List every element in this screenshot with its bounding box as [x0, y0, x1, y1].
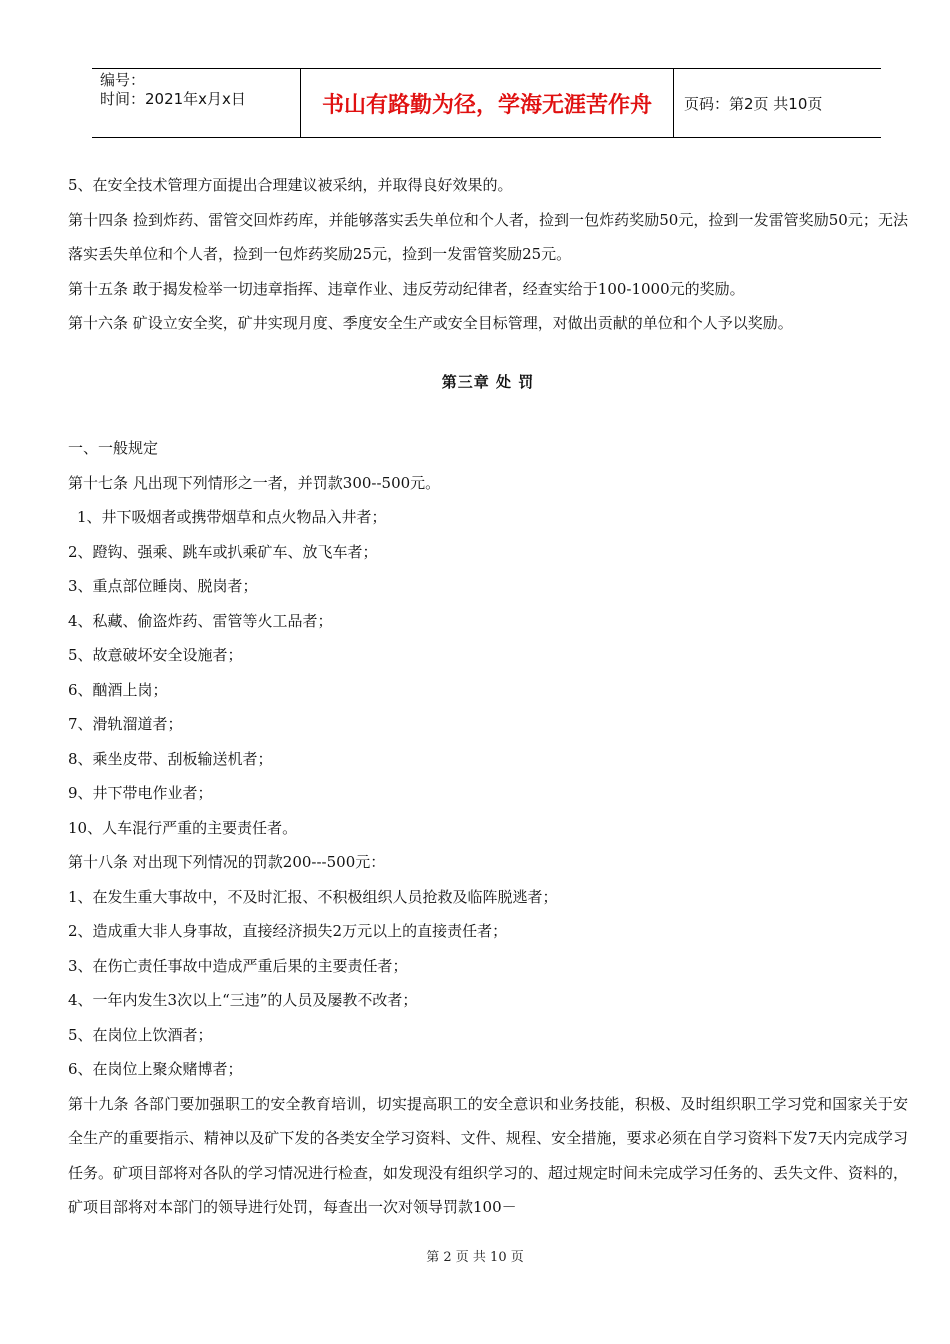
header-time-label: 时间：2021年x月x日	[100, 90, 246, 108]
header-motto: 书山有路勤为径，学海无涯苦作舟	[301, 69, 674, 137]
list-item: 9、井下带电作业者；	[68, 784, 213, 802]
list-item: 3、在伤亡责任事故中造成严重后果的主要责任者；	[68, 956, 408, 975]
list-item: 6、酗酒上岗；	[68, 680, 168, 699]
list-item: 10、人车混行严重的主要责任者。	[68, 818, 298, 837]
list-item: 4、一年内发生3次以上“三违”的人员及屡教不改者；	[68, 991, 418, 1009]
header-meta-cell	[92, 69, 301, 137]
list-item: 6、在岗位上聚众赌博者；	[68, 1060, 243, 1078]
article-line: 第十八条 对出现下列情况的罚款200---500元：	[68, 853, 386, 871]
paragraph: 第十六条 矿设立安全奖，矿井实现月度、季度安全生产或安全目标管理，对做出贡献的单位和个人予以奖励。	[68, 314, 793, 332]
paragraph: 5、在安全技术管理方面提出合理建议被采纳，并取得良好效果的。	[68, 176, 513, 194]
page-header	[92, 68, 881, 138]
list-item: 2、蹬钩、强乘、跳车或扒乘矿车、放飞车者；	[68, 542, 378, 561]
paragraph: 第十九条 各部门要加强职工的安全教育培训，切实提高职工的安全意识和业务技能，积极、及时组织职工学习党和国家关于安全生产的重要指示、精神以及矿下发的各类安全学习资料、文件、规程、安全措施，要求必须在自学习资料下发7天内完成学习任务。矿项目部将对各队的学习情况进行检查，如发现没有组织学习的、超过规定时间未完成学习任务的、丢失文件、资料的，矿项目部将对本部门的领导进行处罚，每查出一次对领导罚款100－	[68, 1094, 909, 1216]
document-body	[68, 168, 908, 1225]
list-item: 8、乘坐皮带、刮板输送机者；	[68, 749, 273, 768]
page-footer: 第 2 页 共 10 页	[426, 1250, 524, 1265]
article-line: 第十七条 凡出现下列情形之一者，并罚款300--500元。	[68, 473, 441, 492]
list-item: 5、在岗位上饮酒者；	[68, 1025, 213, 1044]
list-item: 2、造成重大非人身事故，直接经济损失2万元以上的直接责任者；	[68, 922, 508, 940]
list-item: 5、故意破坏安全设施者；	[68, 646, 243, 664]
list-item: 1、井下吸烟者或携带烟草和点火物品入井者；	[77, 508, 387, 526]
header-number-label: 编号：	[100, 71, 146, 89]
list-item: 3、重点部位睡岗、脱岗者；	[68, 577, 258, 595]
header-page-label: 页码：第2页 共10页	[684, 94, 823, 113]
list-item: 7、滑轨溜道者；	[68, 715, 183, 733]
paragraph: 第十五条 敢于揭发检举一切违章指挥、违章作业、违反劳动纪律者，经查实给于100-1000元的奖励。	[68, 279, 745, 298]
list-item: 4、私藏、偷盗炸药、雷管等火工品者；	[68, 611, 333, 630]
list-item: 1、在发生重大事故中，不及时汇报、不积极组织人员抢救及临阵脱逃者；	[68, 887, 558, 906]
chapter-title: 第三章 处 罚	[441, 372, 535, 391]
section-heading: 一、一般规定	[68, 439, 159, 457]
paragraph: 第十四条 捡到炸药、雷管交回炸药库，并能够落实丢失单位和个人者，捡到一包炸药奖励50元，捡到一发雷管奖励50元；无法落实丢失单位和个人者，捡到一包炸药奖励25元，捡到一发雷管奖励25元。	[68, 210, 908, 263]
